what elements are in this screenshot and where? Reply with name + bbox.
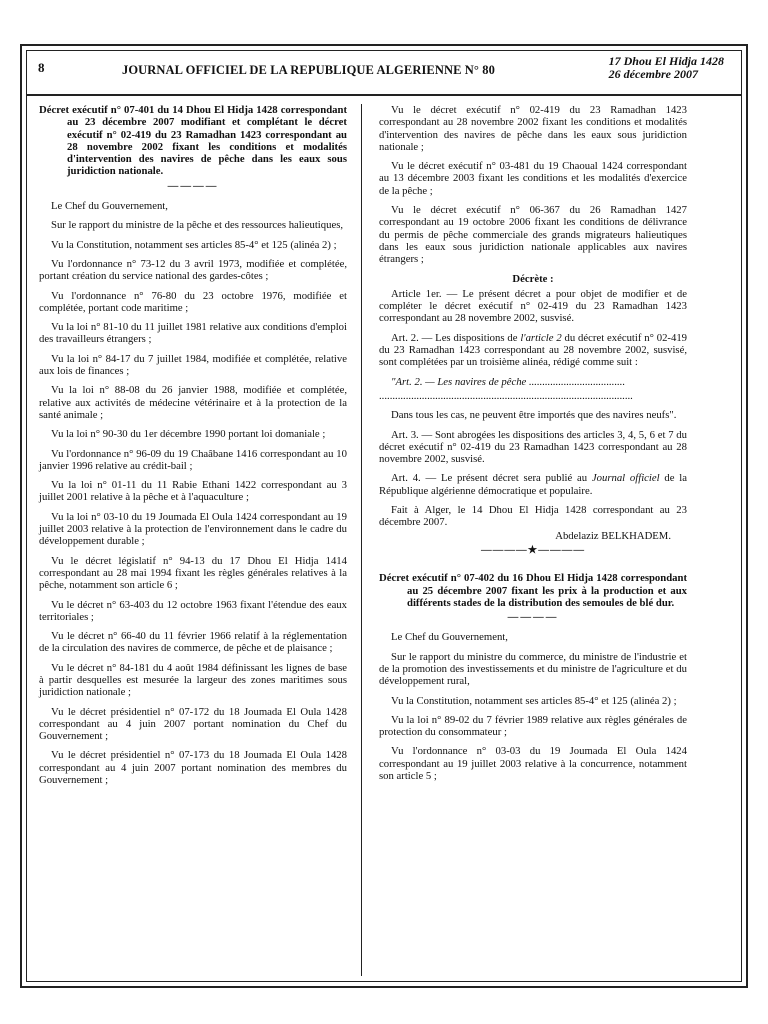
paragraph: Vu le décret n° 84-181 du 4 août 1984 définissant les lignes de base à partir desquelles est mesurée la largeur des zones maritimes sous juridiction nationale ; <box>39 661 347 699</box>
fait-a-alger: Fait à Alger, le 14 Dhou El Hidja 1428 correspondant au 23 décembre 2007. <box>379 504 687 529</box>
article-4-text: Art. 4. — Le présent décret sera publié au <box>391 472 592 485</box>
article-2-end: Dans tous les cas, ne peuvent être importés que des navires neufs". <box>391 409 677 422</box>
paragraph: Vu le décret n° 66-40 du 11 février 1966 relatif à la réglementation de la circulation des navires de commerce, de pêche et de plaisance ; <box>39 630 347 655</box>
paragraph: Vu l'ordonnance n° 76-80 du 23 octobre 1976, modifiée et complétée, portant code maritime ; <box>39 289 347 314</box>
issue-date <box>609 55 724 81</box>
paragraph: Vu la Constitution, notamment ses articles 85-4° et 125 (alinéa 2) ; <box>391 694 677 707</box>
article-1: Article 1er. — Le présent décret a pour objet de modifier et de compléter le décret exécutif n° 02-419 du 23 Ramadhan 1423 correspondant au 28 novembre 2002, susvisé. <box>379 287 687 325</box>
article-2-text-cont: du décret exécutif n° 02-419 du 23 Ramadhan 1423 correspondant au 28 novembre 2002, susvisé, sont complétées par un troisième alinéa, rédigé comme suit : <box>379 331 688 369</box>
signature: Abdelaziz BELKHADEM. <box>555 529 671 542</box>
paragraph: Vu la Constitution, notamment ses articles 85-4° et 125 (alinéa 2) ; <box>51 238 337 251</box>
paragraph: Sur le rapport du ministre de la pêche et des ressources halieutiques, <box>51 219 344 232</box>
paragraph: Vu la loi n° 01-11 du 11 Rabie Ethani 1422 correspondant au 3 juillet 2001 relative à la pêche et à l'aquaculture ; <box>39 479 347 504</box>
paragraph: Vu la loi n° 03-10 du 19 Joumada El Oula 1424 correspondant au 19 juillet 2003 relative à la protection de l'environnement dans le cadre du développement durable ; <box>39 510 347 548</box>
paragraph: Vu le décret n° 63-403 du 12 octobre 1963 fixant l'étendue des eaux territoriales ; <box>39 598 347 623</box>
paragraph: Vu l'ordonnance n° 03-03 du 19 Joumada El Oula 1424 correspondant au 19 juillet 2003 relative à la concurrence, notamment son article 5 ; <box>379 745 687 783</box>
right-column <box>379 104 687 789</box>
article-4 <box>379 472 687 497</box>
article-4-text-cont: de la République algérienne démocratique et populaire. <box>379 472 687 497</box>
paragraph: Vu la loi n° 88-08 du 26 janvier 1988, modifiée et complétée, relative aux activités de médecine vétérinaire et à la protection de la santé animale ; <box>39 384 347 421</box>
paragraph: Vu l'ordonnance n° 73-12 du 3 avril 1973, modifiée et complétée, portant création du service national des gardes-côtes ; <box>39 257 347 283</box>
journal-title: JOURNAL OFFICIEL DE LA REPUBLIQUE ALGERIENNE N° 80 <box>122 63 495 77</box>
issue-date-gregorian: 26 décembre 2007 <box>608 67 698 81</box>
issue-date-hijri: 17 Dhou El Hidja 1428 <box>608 54 724 68</box>
paragraph: Le Chef du Gouvernement, <box>391 631 508 644</box>
article-3: Art. 3. — Sont abrogées les dispositions des articles 3, 4, 5, 6 et 7 du décret exécutif n° 02-419 du 23 Ramadhan 1423 correspondant au 28 novembre 2002, susvisé. <box>379 428 687 466</box>
page-number: 8 <box>38 60 45 75</box>
article-2-ref: l'article 2 <box>520 331 562 344</box>
paragraph: Vu le décret exécutif n° 06-367 du 26 Ramadhan 1427 correspondant au 19 octobre 2006 fixant les conditions de délivrance du permis de pêche commerciale des grands migrateurs halieutiques dans les eaux sous juridiction nationale applicables aux navires étrangers ; <box>379 204 687 266</box>
separator-dash: ———— <box>167 179 219 192</box>
left-column <box>39 104 347 793</box>
article-2 <box>379 332 687 369</box>
column-divider <box>361 104 362 976</box>
paragraph: Vu la loi n° 81-10 du 11 juillet 1981 relative aux conditions d'emploi des travailleurs étrangers ; <box>39 321 347 346</box>
decree-title-2: Décret exécutif n° 07-402 du 16 Dhou El Hidja 1428 correspondant au 25 décembre 2007 fixant les prix à la production et aux différents stades de la distribution des semoules de blé dur. <box>379 572 687 609</box>
decree-title: Décret exécutif n° 07-401 du 14 Dhou El Hidja 1428 correspondant au 23 décembre 2007 modifiant et complétant le décret exécutif n° 02-419 du 23 Ramadhan 1423 correspondant au 28 novembre 2002 fixant les conditions et modalités d'intervention des navires de pêche dans les eaux sous juridiction nationale. <box>39 104 347 178</box>
article-2-quote: "Art. 2. — Les navires de pêche .................................... <box>391 375 626 388</box>
paragraph: Vu le décret législatif n° 94-13 du 17 Dhou El Hidja 1414 correspondant au 28 mai 1994 fixant les règles générales relatives à la pêche, notamment son article 6 ; <box>39 554 347 592</box>
paragraph: Vu le décret présidentiel n° 07-173 du 18 Joumada El Oula 1428 correspondant au 4 juin 2007 portant nomination des membres du Gouvernement ; <box>39 749 347 787</box>
paragraph: Vu le décret exécutif n° 02-419 du 23 Ramadhan 1423 correspondant au 28 novembre 2002 fixant les conditions et modalités d'intervention des navires de pêche dans les eaux sous juridiction nationale ; <box>379 104 687 153</box>
paragraph: Vu le décret exécutif n° 03-481 du 19 Chaoual 1424 correspondant au 13 décembre 2003 fixant les conditions et les modalités d'exercice de la pêche ; <box>379 160 687 197</box>
paragraph: Sur le rapport du ministre du commerce, du ministre de l'industrie et de la promotion des investissements et du ministre de l'agriculture et du développement rural, <box>379 650 687 688</box>
separator-dash-2: ———— <box>507 611 559 624</box>
paragraph: Vu la loi n° 89-02 du 7 février 1989 relative aux règles générales de protection du consommateur ; <box>379 713 687 739</box>
paragraph: Vu le décret présidentiel n° 07-172 du 18 Joumada El Oula 1428 correspondant au 4 juin 2007 portant nomination du Chef du Gouvernement ; <box>39 705 347 743</box>
article-4-journal: Journal officiel <box>591 472 660 485</box>
paragraph: Le Chef du Gouvernement, <box>51 200 168 213</box>
paragraph: Vu la loi n° 84-17 du 7 juillet 1984, modifiée et complétée, relative aux lois de finances ; <box>39 352 347 378</box>
journal-header <box>26 50 742 96</box>
paragraph: Vu l'ordonnance n° 96-09 du 19 Chaâbane 1416 correspondant au 10 janvier 1996 relative au crédit-bail ; <box>39 447 347 472</box>
star-separator: ————★———— <box>480 543 586 556</box>
article-2-dots: ............................................................................................... <box>379 389 633 402</box>
article-2-text: Art. 2. — Les dispositions de <box>391 331 521 344</box>
paragraph: Vu la loi n° 90-30 du 1er décembre 1990 portant loi domaniale ; <box>51 428 326 441</box>
decrete-heading: Décrète : <box>512 272 554 285</box>
